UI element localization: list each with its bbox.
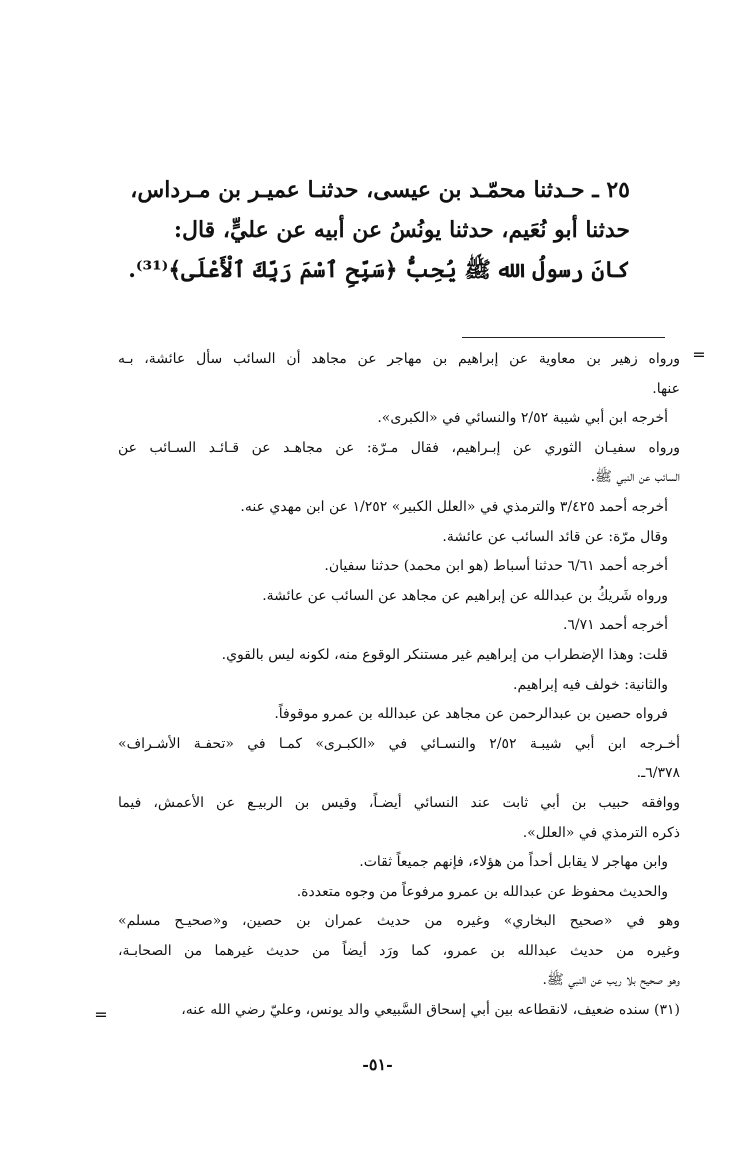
page-number: -٥١- — [362, 1055, 393, 1074]
footnote-line: ورواه زهير بن معاوية عن إبراهيم بن مهاجر عن مجاهد أن السائب سأل عائشة، بـه — [118, 351, 680, 367]
footnote-separator — [462, 337, 665, 338]
footnote-line: وقال مرّة: عن قائد السائب عن عائشة. — [442, 528, 668, 545]
hadith-line: كانَ رسولُ الله ﷺ يُحِبُّ ﴿سَبِّحِ ٱسْمَ رَبِّكَ ٱلْأَعْلَى﴾⁽³¹⁾. — [128, 257, 630, 283]
footnote-line: والثانية: خولف فيه إبراهيم. — [513, 676, 668, 693]
footnote-line: أخرجه أحمد ٦/٧١. — [562, 617, 668, 634]
footnote-line: ذكره الترمذي في «العلل». — [522, 824, 680, 841]
footnote-line-31: (٣١) سنده ضعيف، لانقطاعه بين أبي إسحاق السَّبيعي والد يونس، وعليّ رضي الله عنه، — [181, 1002, 680, 1019]
footnote-line: أخرجه أحمد ٣/٤٢٥ والترمذي في «العلل الكبير» ١/٢٥٢ عن ابن مهدي عنه. — [240, 498, 668, 515]
footnote-line: أخـرجه ابن أبي شيبـة ٢/٥٢ والنسـائي في «الكبـرى» كمـا في «تحفـة الأشـراف» — [118, 735, 680, 752]
hadith-text — [100, 170, 630, 290]
footnotes — [118, 345, 680, 1026]
footnote-line: قلت: وهذا الإضطراب من إبراهيم غير مستنكر الوقوع منه، لكونه ليس بالقوي. — [221, 646, 668, 663]
footnote-line: وغيره من حديث عبدالله بن عمرو، كما ورَد أيضاً من حديث غيرهما من الصحابـة، — [118, 942, 680, 959]
footnote-line: وهو في «صحيح البخاري» وغيره من حديث عمران بن حصين، و«صحيـح مسلم» — [118, 913, 680, 930]
footnote-line: أخرجه ابن أبي شيبة ٢/٥٢ والنسائي في «الكبرى». — [377, 410, 668, 427]
hadith-line: ٢٥ ـ حـدثنا محمّـد بن عيسى، حدثنـا عميـر بن مـرداس، — [130, 177, 630, 203]
footnote-line: والحديث محفوظ عن عبدالله بن عمرو مرفوعاً من وجوه متعددة. — [296, 883, 668, 900]
footnote-line: ووافقه حبيب بن أبي ثابت عند النسائي أيضـاً، وقيس بن الربيـع عن الأعمش، فيما — [118, 794, 680, 811]
footnote-line: وابن مهاجر لا يقابل أحداً من هؤلاء، فإنهم جميعاً ثقات. — [359, 854, 668, 871]
footnote-line: فرواه حصين بن عبدالرحمن عن مجاهد عن عبدالله بن عمرو موقوفاً. — [274, 706, 668, 723]
continuation-mark-top: = — [692, 345, 706, 364]
footnote-line: أخرجه أحمد ٦/٦١ حدثنا أسباط (هو ابن محمد) حدثنا سفيان. — [324, 558, 668, 575]
continuation-mark-bottom: = — [94, 1005, 108, 1024]
footnote-line: وهو صحيح بلا ريب عن النبي ﷺ. — [542, 972, 680, 989]
footnote-line: عنها. — [652, 380, 680, 397]
footnote-line: ٦/٣٧٨ـ. — [636, 765, 680, 782]
footnote-line: ورواه شَريكُ بن عبدالله عن إبراهيم عن مجاهد عن السائب عن عائشة. — [262, 587, 668, 604]
hadith-line: حدثنا أبو نُعَيم، حدثنا يونُسُ عن أبيه عن عليٍّ، قال: — [173, 217, 630, 243]
footnote-line: ورواه سفيـان الثوري عن إبـراهيم، فقال مـرّة: عن مجاهـد عن قـائـد السـائب عن — [118, 439, 680, 456]
footnote-line: السائب عن النبي ﷺ. — [590, 469, 680, 486]
